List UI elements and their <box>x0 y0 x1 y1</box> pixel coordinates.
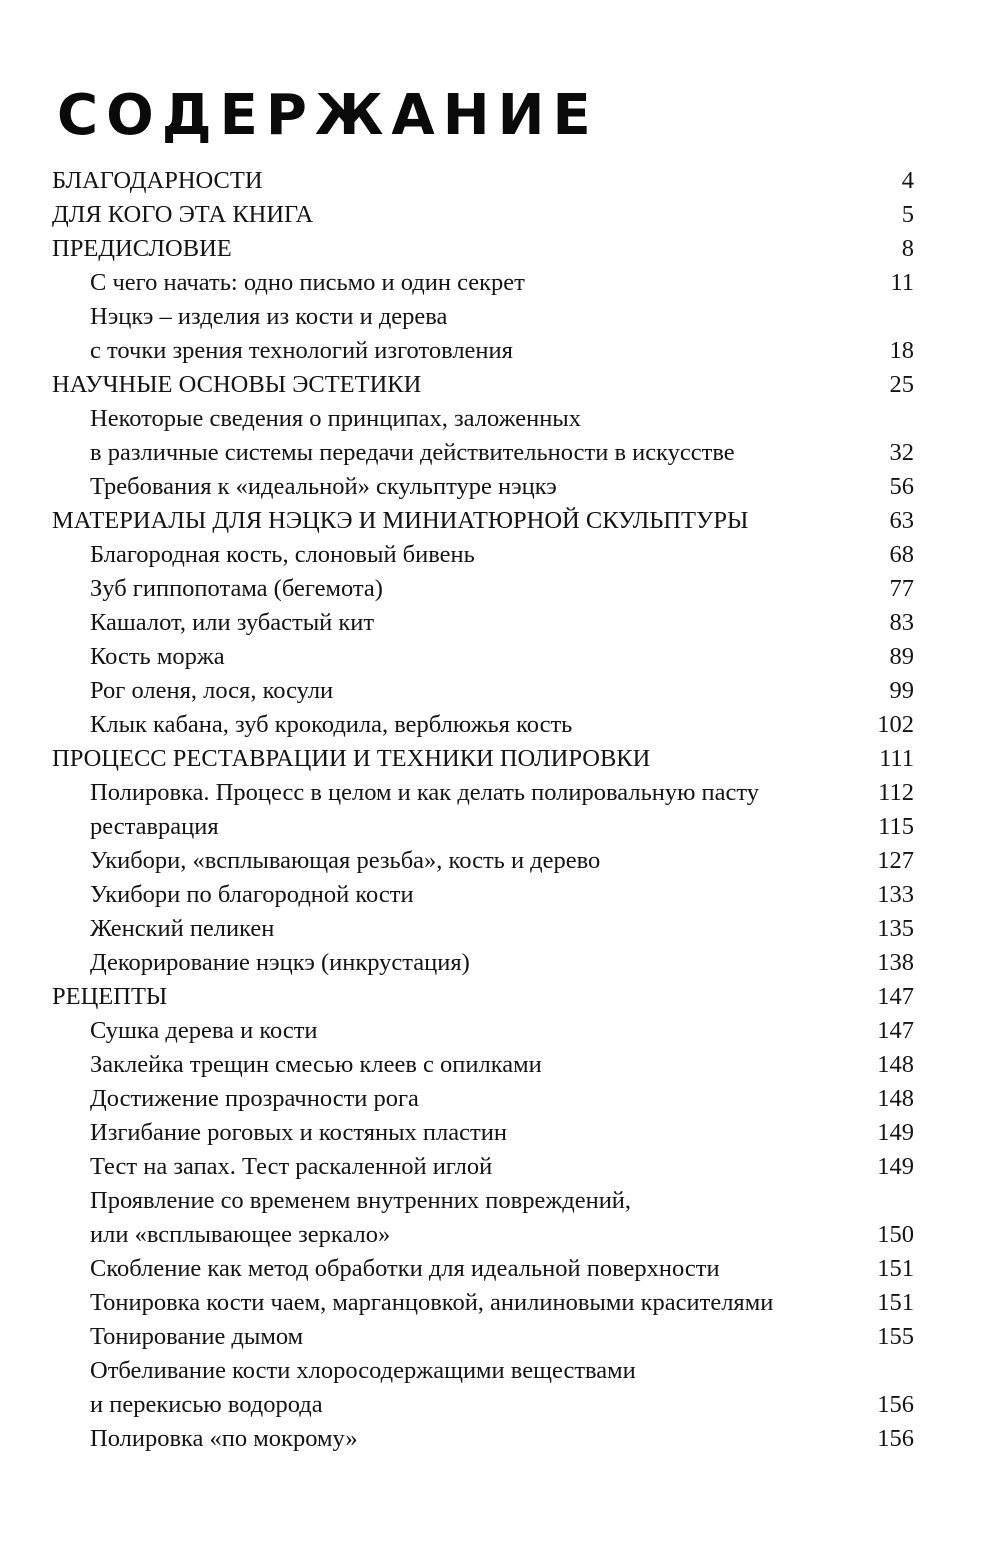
toc-entry-title: Тонировка кости чаем, марганцовкой, анилиновыми красителями <box>90 1289 774 1316</box>
toc-entry <box>0 980 1000 1014</box>
toc-entry-page: 135 <box>877 915 914 942</box>
toc-entry <box>0 810 1000 844</box>
toc-entry-title: Клык кабана, зуб крокодила, верблюжья кость <box>90 711 573 738</box>
toc-entry-page: 32 <box>889 439 914 466</box>
toc-entry-page: 147 <box>877 983 914 1010</box>
toc-entry-page: 99 <box>889 677 914 704</box>
toc-entry <box>0 1286 1000 1320</box>
toc-entry <box>0 504 1000 538</box>
toc-entry-title: Достижение прозрачности рога <box>90 1085 419 1112</box>
toc-entry <box>0 742 1000 776</box>
toc-entry-title: МАТЕРИАЛЫ ДЛЯ НЭЦКЭ И МИНИАТЮРНОЙ СКУЛЬПТУРЫ <box>52 507 749 534</box>
toc-entry <box>0 1150 1000 1184</box>
toc-entry <box>0 878 1000 912</box>
toc-entry <box>0 334 1000 368</box>
toc-entry-page: 149 <box>877 1119 914 1146</box>
toc-entry-title: ПРЕДИСЛОВИЕ <box>52 235 232 262</box>
toc-entry-page: 148 <box>877 1051 914 1078</box>
toc-entry <box>0 1252 1000 1286</box>
toc-entry-page: 156 <box>877 1425 914 1452</box>
toc-entry-page: 156 <box>877 1391 914 1418</box>
toc-entry <box>0 1320 1000 1354</box>
toc-entry-title: БЛАГОДАРНОСТИ <box>52 167 263 194</box>
toc-entry <box>0 1422 1000 1456</box>
toc-entry <box>0 844 1000 878</box>
toc-entry <box>0 368 1000 402</box>
toc-entry-title: и перекисью водорода <box>90 1391 323 1418</box>
toc-entry-page: 63 <box>889 507 914 534</box>
toc-entry-title: НАУЧНЫЕ ОСНОВЫ ЭСТЕТИКИ <box>52 371 422 398</box>
toc-entry-title: Требования к «идеальной» скульптуре нэцкэ <box>90 473 557 500</box>
toc-entry-page: 77 <box>889 575 914 602</box>
toc-entry-title: Отбеливание кости хлоросодержащими веществами <box>90 1357 636 1384</box>
toc-entry <box>0 912 1000 946</box>
toc-entry-page: 4 <box>901 167 914 194</box>
toc-entry-page: 147 <box>877 1017 914 1044</box>
toc-entry-page: 127 <box>877 847 914 874</box>
toc-entry <box>0 1048 1000 1082</box>
toc-entry-title: РЕЦЕПТЫ <box>52 983 168 1010</box>
toc-entry <box>0 776 1000 810</box>
toc-entry-page: 56 <box>889 473 914 500</box>
toc-entry-title: Декорирование нэцкэ (инкрустация) <box>90 949 470 976</box>
toc-entry <box>0 232 1000 266</box>
toc-entry-title: Заклейка трещин смесью клеев с опилками <box>90 1051 542 1078</box>
toc-entry-page: 25 <box>889 371 914 398</box>
toc-entry-title: Сушка дерева и кости <box>90 1017 318 1044</box>
toc-entry-title: Кость моржа <box>90 643 225 670</box>
toc-entry-title: С чего начать: одно письмо и один секрет <box>90 269 525 296</box>
toc-entry-title: Проявление со временем внутренних повреждений, <box>90 1187 632 1214</box>
toc-entry <box>0 946 1000 980</box>
toc-entry-title: Скобление как метод обработки для идеальной поверхности <box>90 1255 720 1282</box>
toc-entry-page: 138 <box>877 949 914 976</box>
toc-entry-page: 111 <box>879 745 914 772</box>
toc-entry-title: ДЛЯ КОГО ЭТА КНИГА <box>52 201 314 228</box>
toc-entry <box>0 1184 1000 1218</box>
toc-entry-title: Женский пеликен <box>90 915 275 942</box>
toc-entry <box>0 300 1000 334</box>
toc-entry-title: Благородная кость, слоновый бивень <box>90 541 475 568</box>
toc-entry-title: реставрация <box>90 813 219 840</box>
toc-entry <box>0 674 1000 708</box>
toc-entry-title: Кашалот, или зубастый кит <box>90 609 375 636</box>
toc-entry <box>0 1218 1000 1252</box>
toc-entry <box>0 572 1000 606</box>
toc-entry <box>0 470 1000 504</box>
toc-entry <box>0 640 1000 674</box>
toc-entry <box>0 198 1000 232</box>
toc-entry-page: 155 <box>877 1323 914 1350</box>
toc-entry-page: 133 <box>877 881 914 908</box>
toc-entry-title: Нэцкэ – изделия из кости и дерева <box>90 303 448 330</box>
toc-entry-title: Изгибание роговых и костяных пластин <box>90 1119 507 1146</box>
toc-entry <box>0 1354 1000 1388</box>
toc-entry-page: 151 <box>877 1255 914 1282</box>
toc-entry-title: Полировка. Процесс в целом и как делать полировальную пасту <box>90 779 760 806</box>
toc-entry <box>0 436 1000 470</box>
toc-entry-title: Зуб гиппопотама (бегемота) <box>90 575 383 602</box>
toc-entry-title: Тест на запах. Тест раскаленной иглой <box>90 1153 493 1180</box>
toc-entry-page: 89 <box>889 643 914 670</box>
toc-entry-title: в различные системы передачи действительности в искусстве <box>90 439 735 466</box>
toc-entry-page: 18 <box>889 337 914 364</box>
toc-entry-page: 83 <box>889 609 914 636</box>
toc-entry <box>0 1116 1000 1150</box>
toc-entry-title: Тонирование дымом <box>90 1323 304 1350</box>
toc-entry-page: 149 <box>877 1153 914 1180</box>
toc-entry-title: Укибори, «всплывающая резьба», кость и дерево <box>90 847 601 874</box>
toc-entry-title: Полировка «по мокрому» <box>90 1425 358 1452</box>
toc-entry <box>0 1388 1000 1422</box>
toc-entry <box>0 708 1000 742</box>
toc-entry-page: 112 <box>878 779 914 806</box>
toc-entry-page: 68 <box>889 541 914 568</box>
toc-entry-page: 8 <box>901 235 914 262</box>
toc-entry-page: 148 <box>877 1085 914 1112</box>
toc-entry <box>0 402 1000 436</box>
toc-entry-title: Рог оленя, лося, косули <box>90 677 334 704</box>
toc-entry <box>0 1082 1000 1116</box>
toc-entry-page: 5 <box>901 201 914 228</box>
toc-entry <box>0 164 1000 198</box>
toc-entry <box>0 538 1000 572</box>
toc-entry <box>0 606 1000 640</box>
page-title: СОДЕРЖАНИЕ <box>57 83 599 148</box>
toc-entry-page: 151 <box>877 1289 914 1316</box>
toc-entry-page: 11 <box>890 269 914 296</box>
toc-entry-title: с точки зрения технологий изготовления <box>90 337 513 364</box>
toc-entry-page: 102 <box>877 711 914 738</box>
toc-entry <box>0 1014 1000 1048</box>
toc-entry-title: Укибори по благородной кости <box>90 881 414 908</box>
toc-entry-page: 115 <box>878 813 914 840</box>
toc-entry-title: ПРОЦЕСС РЕСТАВРАЦИИ И ТЕХНИКИ ПОЛИРОВКИ <box>52 745 651 772</box>
table-of-contents <box>0 164 1000 1456</box>
toc-entry-title: Некоторые сведения о принципах, заложенных <box>90 405 582 432</box>
toc-entry-title: или «всплывающее зеркало» <box>90 1221 391 1248</box>
toc-entry <box>0 266 1000 300</box>
toc-entry-page: 150 <box>877 1221 914 1248</box>
